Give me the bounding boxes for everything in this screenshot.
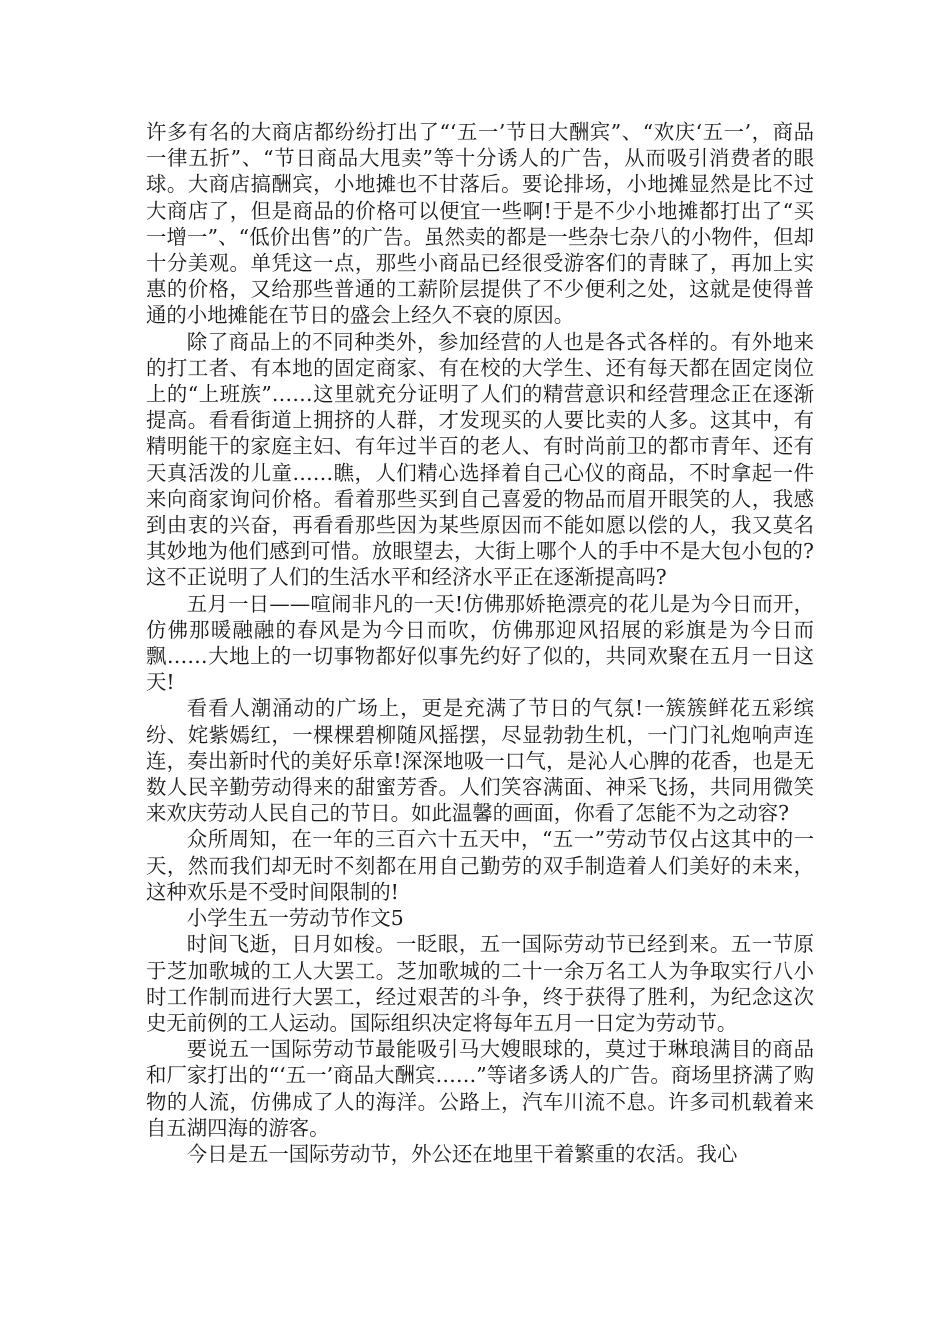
section-heading: 小学生五一劳动节作文5 (186, 906, 404, 931)
paragraph-1: 许多有名的大商店都纷纷打出了“‘五一’节日大酬宾”、“欢庆‘五一’，商品一律五折”、“节日商品大甩卖”等十分诱人的广告，从而吸引消费者的眼球。大商店搞酬宾，小地摊也不甘落后。要论排场，小地摊显然是比不过大商店了，但是商品的价格可以便宜一些啊!于是不少小地摊都打出了“买一增一”、“低价出售”的广告。虽然卖的都是一些杂七杂八的小物件，但却十分美观。单凭这一点，那些小商品已经很受游客们的青睐了，再加上实惠的价格，又给那些普通的工薪阶层提供了不少便利之处，这就是使得普通的小地摊能在节日的盛会上经久不衰的原因。 (146, 120, 814, 328)
paragraph-8: 今日是五一国际劳动节，外公还在地里干着繁重的农活。我心 (186, 1141, 738, 1166)
paragraph-2: 除了商品上的不同种类外，参加经营的人也是各式各样的。有外地来的打工者、有本地的固定商家、有在校的大学生、还有每天都在固定岗位上的“上班族”……这里就充分证明了人们的精营意识和经营理念正在逐渐提高。看看街道上拥挤的人群，才发现买的人要比卖的人多。这其中，有精明能干的家庭主妇、有年过半百的老人、有时尚前卫的都市青年、还有天真活泼的儿童……瞧，人们精心选择着自己心仪的商品，不时拿起一件来向商家询问价格。看着那些买到自己喜爱的物品而眉开眼笑的人，我感到由衷的兴奋，再看看那些因为某些原因而不能如愿以偿的人，我又莫名其妙地为他们感到可惜。放眼望去，大街上哪个人的手中不是大包小包的?这不正说明了人们的生活水平和经济水平正在逐渐提高吗? (146, 329, 814, 590)
paragraph-4: 看看人潮涌动的广场上，更是充满了节日的气氛!一簇簇鲜花五彩缤纷、姹紫嫣红，一棵棵碧柳随风摇摆，尽显勃勃生机，一门门礼炮响声连连，奏出新时代的美好乐章!深深地吸一口气，是沁人心脾的花香，也是无数人民辛勤劳动得来的甜蜜芳香。人们笑容满面、神采飞扬，共同用微笑来欢庆劳动人民自己的节日。如此温馨的画面，你看了怎能不为之动容? (146, 696, 814, 826)
paragraph-7: 要说五一国际劳动节最能吸引马大嫂眼球的，莫过于琳琅满目的商品和厂家打出的“‘五一’商品大酬宾……”等诸多诱人的广告。商场里挤满了购物的人流，仿佛成了人的海洋。公路上，汽车川流不息。许多司机载着来自五湖四海的游客。 (146, 1037, 814, 1140)
paragraph-3: 五月一日——喧闹非凡的一天!仿佛那娇艳漂亮的花儿是为今日而开，仿佛那暖融融的春风是为今日而吹，仿佛那迎风招展的彩旗是为今日而飘……大地上的一切事物都好似事先约好了似的，共同欢聚在五月一日这天! (146, 591, 814, 695)
paragraph-6: 时间飞逝，日月如梭。一眨眼，五一国际劳动节已经到来。五一节原于芝加歌城的工人大罢工。芝加歌城的二十一余万名工人为争取实行八小时工作制而进行大罢工，经过艰苦的斗争，终于获得了胜利，为纪念这次史无前例的工人运动。国际组织决定将每年五月一日定为劳动节。 (146, 932, 814, 1035)
document-body (146, 119, 814, 1167)
paragraph-5: 众所周知，在一年的三百六十五天中，“五一”劳动节仅占这其中的一天，然而我们却无时不刻都在用自己勤劳的双手制造着人们美好的未来，这种欢乐是不受时间限制的! (146, 827, 814, 904)
